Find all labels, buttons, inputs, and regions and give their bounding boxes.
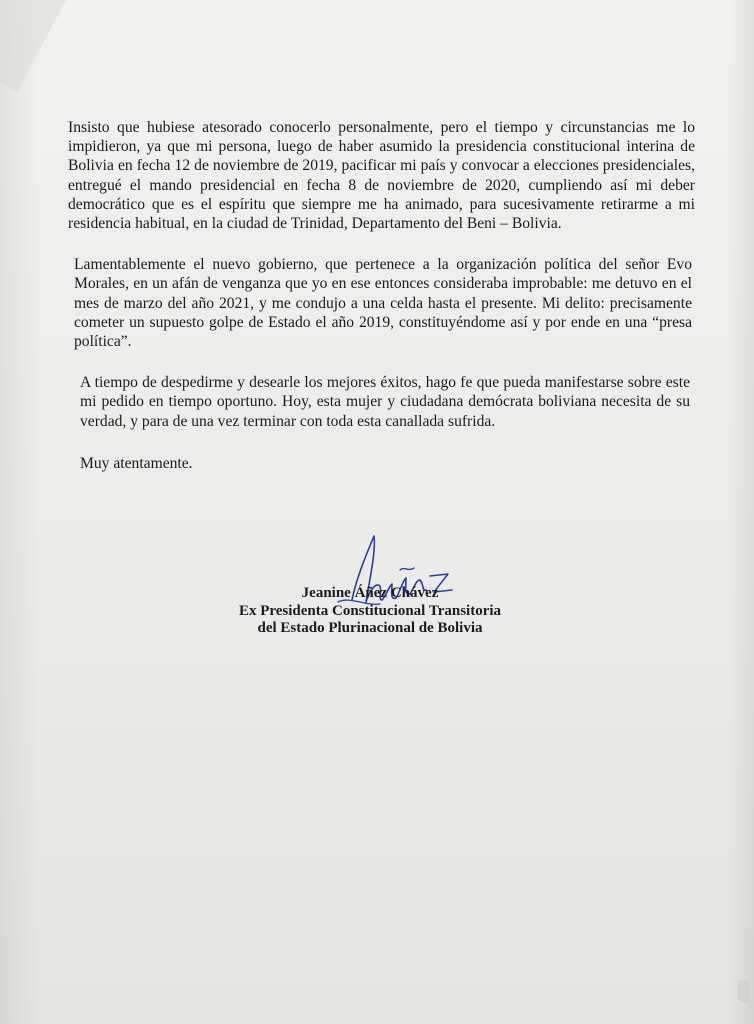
signatory-name: Jeanine Áñez Chávez xyxy=(301,585,439,601)
letter-body xyxy=(68,118,695,473)
clip-mark xyxy=(738,980,750,1002)
closing-line: Muy atentamente. xyxy=(80,454,193,472)
signatory-title-line1: Ex Presidenta Constitucional Transitoria xyxy=(238,602,502,619)
signature-block xyxy=(150,585,590,638)
paragraph-3: A tiempo de despedirme y desearle los mejores éxitos, hago fe que pueda manifestarse sobre este mi pedido en tiempo oportuno. Hoy, esta mujer y ciudadana demócrata boliviana necesita de su verdad, y para de una vez terminar con toda esta canallada sufrida. xyxy=(80,374,690,430)
page-corner-shadow xyxy=(0,0,73,92)
paragraph-1: Insisto que hubiese atesorado conocerlo personalmente, pero el tiempo y circunstancias me lo impidieron, ya que mi persona, luego de haber asumido la presidencia constitucional interina de Bolivia en fecha 12 de noviembre de 2019, pacificar mi país y convocar a elecciones presidenciales, entregué el mando presidencial en fecha 8 de noviembre de 2020, cumpliendo así mi deber democrático que es el espíritu que siempre me ha animado, para sucesivamente retirarme a mi residencia habitual, en la ciudad de Trinidad, Departamento del Beni – Bolivia. xyxy=(68,119,695,233)
signatory-title-line2: del Estado Plurinacional de Bolivia xyxy=(257,620,483,636)
page-right-shadow xyxy=(728,0,754,1024)
paragraph-2: Lamentablemente el nuevo gobierno, que pertenece a la organización política del señor Evo Morales, en un afán de venganza que yo en ese entonces consideraba improbable: me detuvo en el mes de marzo del año 2021, y me condujo a una celda hasta el presente. Mi delito: precisamente cometer un supuesto golpe de Estado el año 2019, constituyéndome así y por ende en una “presa política”. xyxy=(74,256,692,351)
signature-stroke-tilde xyxy=(400,568,414,570)
